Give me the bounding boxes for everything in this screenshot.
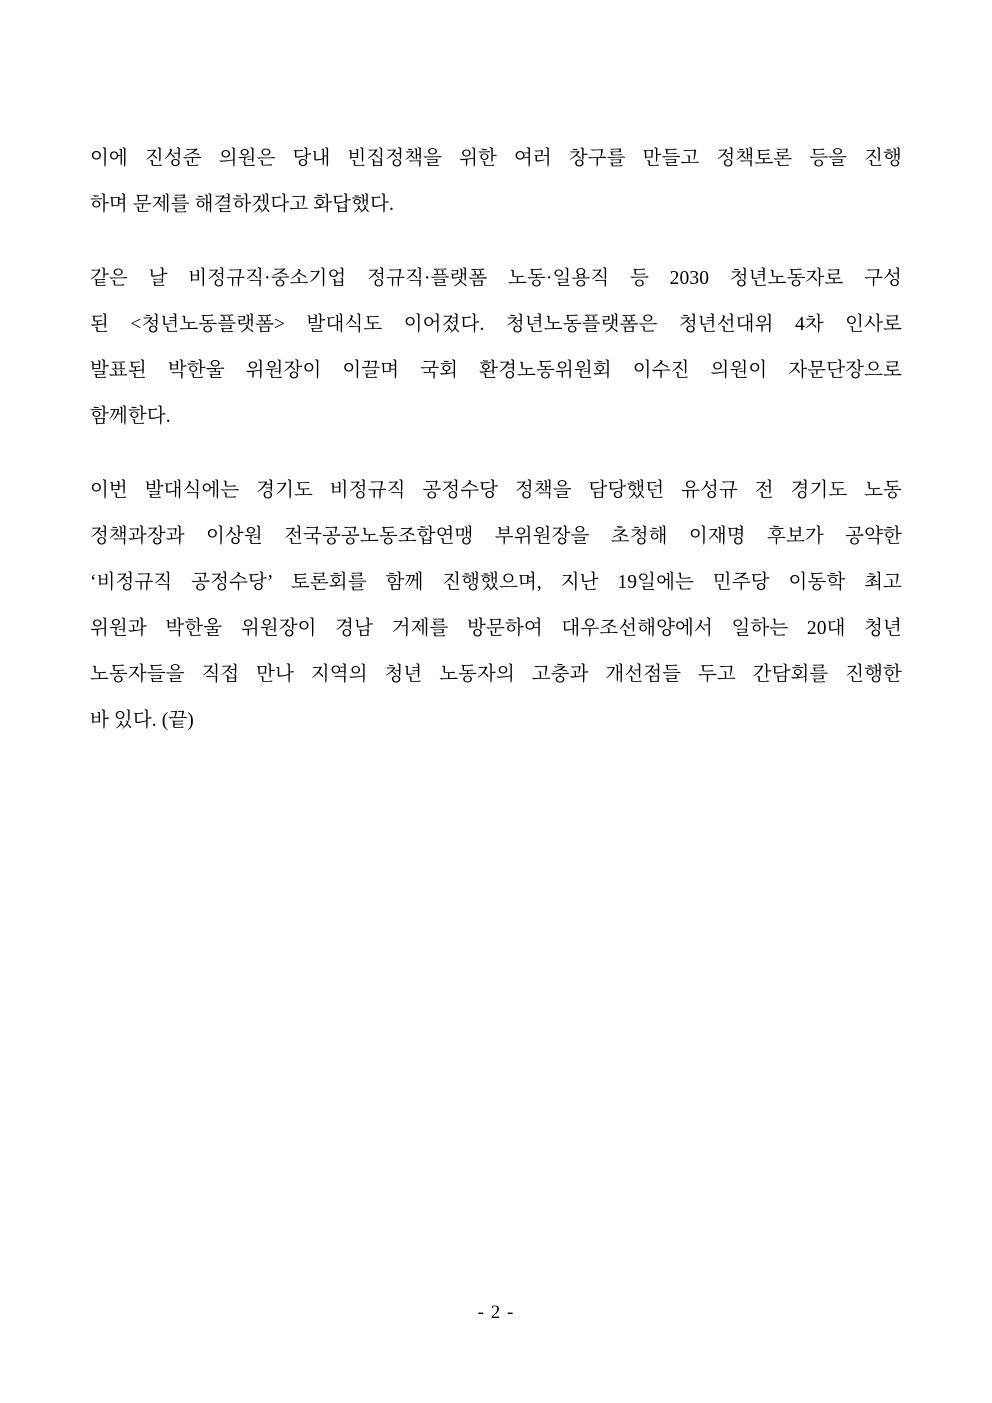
document-body bbox=[90, 136, 902, 744]
paragraph-line: 정책과장과 이상원 전국공공노동조합연맹 부위원장을 초청해 이재명 후보가 공약한 bbox=[90, 526, 902, 547]
paragraph-line: 이번 발대식에는 경기도 비정규직 공정수당 정책을 담당했던 유성규 전 경기도 노동 bbox=[90, 480, 902, 501]
paragraph-line: 이에 진성준 의원은 당내 빈집정책을 위한 여러 창구를 만들고 정책토론 등을 진행 bbox=[90, 148, 902, 169]
paragraph-line: 발표된 박한울 위원장이 이끌며 국회 환경노동위원회 이수진 의원이 자문단장으로 bbox=[90, 360, 902, 381]
paragraph-line: 같은 날 비정규직·중소기업 정규직·플랫폼 노동·일용직 등 2030 청년노동자로 구성 bbox=[90, 268, 902, 289]
paragraph-line: 된 <청년노동플랫폼> 발대식도 이어졌다. 청년노동플랫폼은 청년선대위 4차 인사로 bbox=[90, 314, 902, 335]
paragraph-2 bbox=[90, 256, 902, 440]
paragraph-1 bbox=[90, 136, 902, 228]
paragraph-line: 위원과 박한울 위원장이 경남 거제를 방문하여 대우조선해양에서 일하는 20대 청년 bbox=[90, 618, 902, 639]
paragraph-line: 함께한다. bbox=[90, 406, 171, 427]
paragraph-line: 하며 문제를 해결하겠다고 화답했다. bbox=[90, 194, 394, 215]
paragraph-line: 노동자들을 직접 만나 지역의 청년 노동자의 고충과 개선점들 두고 간담회를 진행한 bbox=[90, 664, 902, 685]
paragraph-3 bbox=[90, 468, 902, 744]
page-number: - 2 - bbox=[477, 1302, 515, 1323]
paragraph-line: ‘비정규직 공정수당’ 토론회를 함께 진행했으며, 지난 19일에는 민주당 이동학 최고 bbox=[90, 572, 902, 593]
paragraph-line: 바 있다. (끝) bbox=[90, 710, 194, 731]
